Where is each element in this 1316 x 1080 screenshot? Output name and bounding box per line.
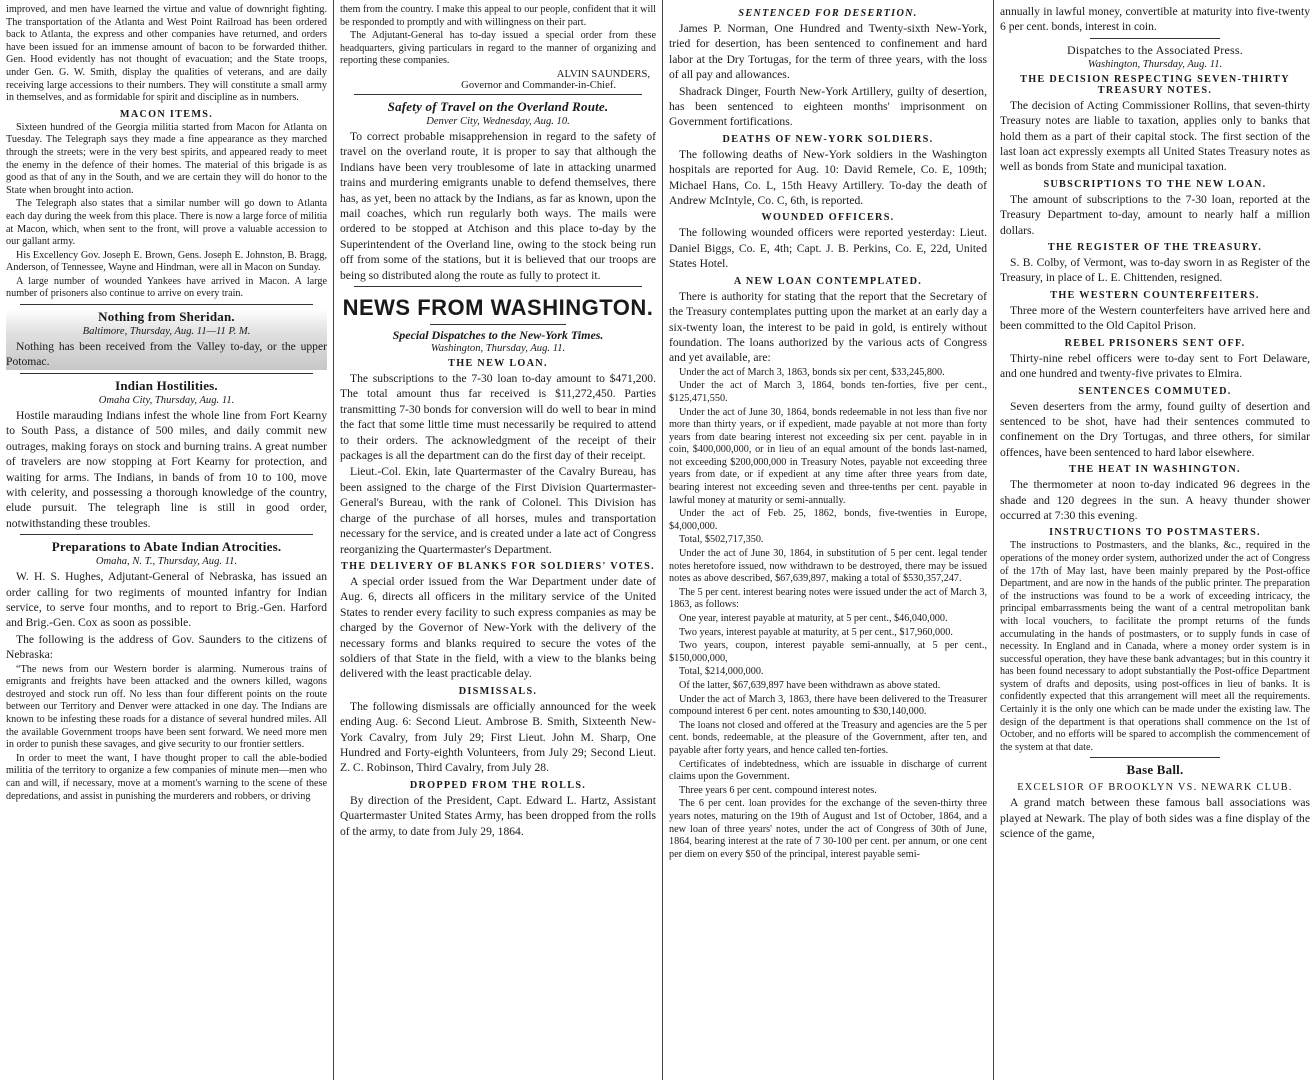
- dropped-body: By direction of the President, Capt. Edward L. Hartz, Assistant Quartermaster United States Army, has been dropped from the rolls of the army, to date from July 29, 1864.: [340, 793, 656, 838]
- register-body: S. B. Colby, of Vermont, was to-day sworn in as Register of the Treasury, in place of L. E. Chittenden, resigned.: [1000, 256, 1310, 285]
- desertion-subhead: SENTENCED FOR DESERTION.: [738, 8, 918, 19]
- macon-paragraph-3: His Excellency Gov. Joseph E. Brown, Gens. Joseph E. Johnston, B. Bragg, Anderson, of Tennessee, Wayne and Hindman, were all in Macon on Sunday.: [6, 249, 327, 274]
- signature-title: Governor and Commander-in-Chief.: [461, 79, 616, 91]
- delivery-of-blanks-subhead: THE DELIVERY OF BLANKS FOR SOLDIERS' VOTES.: [341, 560, 655, 572]
- subscriptions-subhead: SUBSCRIPTIONS TO THE NEW LOAN.: [1043, 178, 1267, 190]
- seven-thirty-body: The decision of Acting Commissioner Rollins, that seven-thirty Treasury notes are liable to taxation, applies only to banks that hold them as a part of their capital stock. The first section of the last loan act expressly exempts all United States Treasury notes as well as bonds from State and municipal taxation.: [1000, 98, 1310, 174]
- register-subhead: THE REGISTER OF THE TREASURY.: [1047, 242, 1263, 254]
- sentences-commuted-body: Seven deserters from the army, found guilty of desertion and sentenced to be shot, have had their sentences commuted to confinement on the Dry Tortugas, and three others, for similar offences, have been sentenced to hard labor elsewhere.: [1000, 399, 1310, 459]
- indian-atrocities-dateline: Omaha, N. T., Thursday, Aug. 11.: [95, 556, 238, 568]
- loan-paragraph-16: Certificates of indebtedness, which are issuable in discharge of current claims upon the Government.: [669, 758, 987, 783]
- column-2: [333, 0, 662, 1080]
- macon-items-subhead: MACON ITEMS.: [119, 108, 214, 120]
- loan-paragraph-12: Total, $214,000,000.: [679, 666, 764, 678]
- loan-paragraph-10: Two years, interest payable at maturity, at 5 per cent., $17,960,000.: [679, 626, 953, 638]
- heat-subhead: THE HEAT IN WASHINGTON.: [1069, 464, 1241, 476]
- indian-hostilities-dateline: Omaha City, Thursday, Aug. 11.: [98, 394, 235, 406]
- ekin-paragraph: Lieut.-Col. Ekin, late Quartermaster of the Cavalry Bureau, has been assigned to the charge of the First Division Quartermaster-General's Bureau, with the rank of Colonel. This Division has charge of the purchase of all horses, mules and transportation necessary for the service, and is created under a late act of Congress reorganizing the Quartermaster's Department.: [340, 465, 656, 556]
- loan-paragraph-9: One year, interest payable at maturity, at 5 per cent., $46,040,000.: [679, 613, 948, 624]
- deaths-subhead: DEATHS OF NEW-YORK SOLDIERS.: [722, 133, 934, 145]
- washington-dateline: Washington, Thursday, Aug. 11.: [430, 343, 566, 355]
- loan-paragraph-4: Under the act of June 30, 1864, bonds redeemable in not less than five nor more than thirty years, or if expedient, made payable at not more than forty years from date bearing interest not exceeding six per cent. payable in in coin, $400,000,000, or in lieu of an equal amount of the bonds last-named, not exceeding $200,000,000 in Treasury Notes, payable not exceeding three years from date, or if expedient at any time after three years from date, bearing interest not exceeding seven and three-tenths per cent. payable in lawful money at maturity or semi-annually.: [669, 406, 987, 506]
- column-4: [993, 0, 1316, 1080]
- atrocities-paragraph-2: The following is the address of Gov. Saunders to the citizens of Nebraska:: [6, 632, 327, 662]
- loan-paragraph-2: Under the act of March 3, 1863, bonds six per cent, $33,245,800.: [679, 366, 945, 378]
- column-1: [0, 0, 333, 1080]
- loan-paragraph-7: Under the act of June 30, 1864, in substitution of 5 per cent. legal tender notes heretofore issued, now withdrawn to be destroyed, there may be issued notes as above described, $67,639,897, making a total of $530,357,247.: [669, 548, 987, 585]
- new-loan-body: The subscriptions to the 7-30 loan to-day amount to $471,200. The total amount thus far received is $11,272,450. Parties transmitting 7-30 bonds for conversion will do well to bear in mind the fact that some little time must necessarily be required to attend to their orders. The acknowledgment of the receipt of their packages is all the department can do the first day of their receipt.: [340, 372, 656, 463]
- sentences-commuted-subhead: SENTENCES COMMUTED.: [1078, 385, 1232, 397]
- macon-items-body: [6, 122, 327, 301]
- postmasters-body: The instructions to Postmasters, and the blanks, &c., required in the operations of the money order system, authorized under the act of Congress of the 17th of May last, have been mainly prepared by the Post-office Department, and are now in the hands of the public printer. The preparation of the instructions was found to be a work of exceeding intricacy, the principal embarrassments being the want of a central metropolitan bank with local vouchers, to facilitate the prompt returns of the funds accumulating in the hands of postmasters, or to supply funds in case of necessity. In England and in Canada, where a money order system is in successful operation, they have these bank advantages; but in this country it has been found necessary to adopt substantially the Post-office Department system of drafts and deposits, using post-offices in lieu of banks. It is confidently expected that this arrangement will meet all the requirements. Certainly it is the only one which can be made under the existing law. The design of the department is that operations shall commence on the 1st of October, and no efforts will be spared to accomplish the commencement of the system at that date.: [1000, 540, 1310, 753]
- divider: [20, 534, 313, 535]
- loan-paragraph-18: The 6 per cent. loan provides for the exchange of the seven-thirty three years notes, maturing on the 19th of August and 1st of October, 1864, and a new loan of three years' notes, under the act of Congress of 30th of June, 1864, bearing interest at the rate of 7 30-100 per cent. per annum, or one cent per diem on every $50 of the principal, interest payable semi-: [669, 798, 987, 860]
- loan-paragraph-11: Two years, coupon, interest payable semi-annually, at 5 per cent., $150,000,000,: [669, 640, 987, 664]
- divider: [20, 304, 313, 305]
- macon-paragraph-1: Sixteen hundred of the Georgia militia started from Macon for Atlanta on Tuesday. The Telegraph says they made a fine appearance as they marched through the streets; were in the very best spirits, and appeared ready to meet the enemy in the defence of their homes. The material of this brigade is as good as that of any in the South, and we are certain they will do honor to the State when brought into action.: [6, 121, 327, 196]
- loan-paragraph-5: Under the act of Feb. 25, 1862, bonds, five-twenties in Europe, $4,000,000.: [669, 508, 987, 532]
- loan-continuation: annually in lawful money, convertible at maturity into five-twenty 6 per cent. bonds, interest in coin.: [1000, 5, 1310, 34]
- rebel-prisoners-subhead: REBEL PRISONERS SENT OFF.: [1064, 337, 1246, 349]
- new-loan-subhead: THE NEW LOAN.: [448, 358, 548, 370]
- opening-paragraph: improved, and men have learned the virtue and value of downright fighting. The transportation of the Atlanta and West Point Railroad has been ordered back to Atlanta, the express and other companies have returned, and orders have been issued for an immense amount of bacon to be forwarded thither. Gen. Hood evidently has not thought of evacuation; and the State troops, under Gen. G. W. Smith, display the qualities of veterans, and are daily receiving large accessions to their numbers. They will constitute a small army in themselves, and as formidable for spirit and discipline as in numbers.: [6, 4, 327, 104]
- desertion-paragraph-2: Shadrack Dinger, Fourth New-York Artillery, guilty of desertion, has been sentenced to eighteen months' imprisonment on Government fortifications.: [669, 84, 987, 129]
- subscriptions-body: The amount of subscriptions to the 7-30 loan, reported at the Treasury Department to-day, amount to nearly half a million dollars.: [1000, 192, 1310, 237]
- loan-paragraph-1: There is authority for stating that the report that the Secretary of the Treasury contemplates putting upon the market at an early day a six-twenty loan, the interest to be paid in gold, is entirely without foundation. The loans authorized by the various acts of Congress and yet available, are:: [669, 289, 987, 365]
- overland-route-body: To correct probable misapprehension in regard to the safety of travel on the overland route, it is proper to say that although the Indians have been very troublesome of late in attacking unarmed trains and murdering emigrants unable to defend themselves, there has, as yet, been no attack by the Indians, as far as known, upon the mail coaches, which run regularly both ways. The mails were ordered to be stopped at Atchison and this place to-day by the Superintendent of the Overland line, owing to the stock being run off from some of the stations, but it is believed that our troops are being so distributed along the route as fully to protect it.: [340, 129, 656, 282]
- signature-name: ALVIN SAUNDERS,: [556, 68, 650, 80]
- dropped-subhead: DROPPED FROM THE ROLLS.: [409, 779, 587, 791]
- counterfeiters-body: Three more of the Western counterfeiters have arrived here and been committed to the Old Capitol Prison.: [1000, 303, 1310, 333]
- special-dispatches-line: Special Dispatches to the New-York Times.: [392, 328, 604, 343]
- base-ball-body: A grand match between these famous ball associations was played at Newark. The play of both sides was a fine display of the science of the game,: [1000, 796, 1310, 841]
- adjutant-order-paragraph: The Adjutant-General has to-day issued a special order from these headquarters, giving particulars in regard to the manner of organizing and reporting these companies.: [340, 30, 656, 67]
- sheridan-body: Nothing has been received from the Valley to-day, or the upper Potomac.: [6, 340, 327, 369]
- divider: [430, 324, 566, 325]
- divider: [1090, 38, 1220, 39]
- counterfeiters-subhead: THE WESTERN COUNTERFEITERS.: [1050, 289, 1260, 301]
- sheridan-article: [6, 309, 327, 370]
- overland-route-dateline: Denver City, Wednesday, Aug. 10.: [426, 115, 570, 127]
- dismissals-body: The following dismissals are officially announced for the week ending Aug. 6: Second Lieut. Ambrose B. Smith, Sixteenth New-York Cavalry, from July 29; First Lieut. John M. Sharp, One Hundred and Forty-eighth Volunteers, from July 29; Second Lieut. Z. C. Robinson, Third Cavalry, from July 28.: [340, 699, 656, 775]
- divider: [1090, 757, 1220, 758]
- loan-paragraph-15: The loans not closed and offered at the Treasury and agencies are the 5 per cent. bonds, redeemable, at the pleasure of the Government, after ten, and payable after forty years, and hence called ten-forties.: [669, 719, 987, 756]
- base-ball-subhead: EXCELSIOR OF BROOKLYN VS. NEWARK CLUB.: [1017, 782, 1293, 794]
- sheridan-headline: Nothing from Sheridan.: [98, 309, 235, 325]
- desertion-paragraph-1: James P. Norman, One Hundred and Twenty-sixth New-York, tried for desertion, has been sentenced to confinement and hard labor at the Dry Tortugas, for the term of three years, with the loss of all pay and allowances.: [669, 22, 987, 82]
- sheridan-dateline: Baltimore, Thursday, Aug. 11—11 P. M.: [82, 326, 251, 338]
- base-ball-headline: Base Ball.: [1126, 762, 1184, 778]
- associated-press-dateline: Washington, Thursday, Aug. 11.: [1087, 58, 1223, 70]
- divider: [354, 94, 642, 95]
- loan-contemplated-subhead: A NEW LOAN CONTEMPLATED.: [733, 275, 923, 287]
- loan-paragraph-14: Under the act of March 3, 1863, there have been delivered to the Treasurer compound interest 6 per cent. notes amounting to $30,140,000.: [669, 693, 987, 718]
- atrocities-paragraph-3: “The news from our Western border is alarming. Numerous trains of emigrants and freights have been attacked and the owners killed, wagons destroyed and stock run off. No less than four different points on the route between our Territory and Denver were attacked in one day. The Indians are known to be infesting these roads for a distance of several hundred miles. All the available Government troops have been sent forward. We need more men in order to punish these savages, and give security to our frontier settlers.: [6, 663, 327, 751]
- deaths-body: The following deaths of New-York soldiers in the Washington hospitals are reported for Aug. 10: David Remele, Co. E, 109th; Michael Hans, Co. L, 15th Heavy Artillery. To-day the death of Andrew McIntyle, Co. C, 6th, is reported.: [669, 147, 987, 208]
- indian-hostilities-headline: Indian Hostilities.: [115, 377, 218, 393]
- loan-paragraph-13: Of the latter, $67,639,897 have been withdrawn as above stated.: [679, 679, 941, 691]
- divider: [354, 286, 642, 287]
- saunders-continuation: them from the country. I make this appeal to our people, confident that it will be responded to promptly and with willingness on their part.: [340, 4, 656, 28]
- delivery-of-blanks-body: A special order issued from the War Department under date of Aug. 6, directs all officers in the military service of the United States to render every facility to such express companies as may be charged by the Governor of New-York with the delivery of the necessary forms and blanks required to secure the votes of the soldiers of that State in the field, with a view to the blanks being delivered with the least practicable delay.: [340, 574, 656, 681]
- divider: [20, 373, 313, 374]
- loan-paragraph-6: Total, $502,717,350.: [679, 534, 764, 546]
- indian-atrocities-headline: Preparations to Abate Indian Atrocities.: [51, 539, 282, 555]
- wounded-subhead: WOUNDED OFFICERS.: [761, 212, 895, 224]
- loan-paragraph-8: The 5 per cent. interest bearing notes were issued under the act of March 3, 1863, as follows:: [669, 586, 987, 611]
- overland-route-headline: Safety of Travel on the Overland Route.: [387, 98, 609, 114]
- loan-paragraph-3: Under the act of March 3, 1864, bonds ten-forties, five per cent., $125,471,550.: [669, 380, 987, 404]
- news-from-washington-banner: NEWS FROM WASHINGTON.: [342, 295, 654, 321]
- rebel-prisoners-body: Thirty-nine rebel officers were to-day sent to Fort Delaware, and one hundred and twenty-five privates to Elmira.: [1000, 351, 1310, 381]
- postmasters-subhead: INSTRUCTIONS TO POSTMASTERS.: [1049, 527, 1261, 539]
- indian-hostilities-body: Hostile marauding Indians infest the whole line from Fort Kearny to South Pass, a distance of 500 miles, and daily commit new outrages, making forays on stock and burning trains. A great number of travelers are now stopping at Fort Kearny for protection, and waiting for arms. The Indians, in bands of from 10 to 100, move with celerity, and possessing a thorough knowledge of the country, elude pursuit. The telegraph line is still in good order, notwithstanding these troubles.: [6, 408, 327, 530]
- macon-paragraph-2: The Telegraph also states that a similar number will go down to Atlanta each day during the week from this place. There is now a large force of militia at Macon, which, when sent to the front, will prove a valuable accession to our gallant army.: [6, 198, 327, 248]
- dismissals-subhead: DISMISSALS.: [458, 685, 538, 697]
- wounded-body: The following wounded officers were reported yesterday: Lieut. Daniel Biggs, Co. E, 4th; Capt. J. B. Perkins, Co. E, 22d, United States Hotel.: [669, 226, 987, 271]
- macon-paragraph-4: A large number of wounded Yankees have arrived in Macon. A large number of prisoners also continue to arrive on every train.: [6, 275, 327, 300]
- heat-body: The thermometer at noon to-day indicated 96 degrees in the shade and 120 degrees in the sun. A heavy thunder shower occurred at 7:30 this evening.: [1000, 478, 1310, 522]
- atrocities-paragraph-1: W. H. S. Hughes, Adjutant-General of Nebraska, has issued an order calling for two regiments of mounted infantry for Indian service, to serve four months, and to report to Brig.-Gen. Harford and Brig.-Gen. Cox as soon as possible.: [6, 570, 327, 630]
- atlanta-continuation: [6, 4, 327, 105]
- loan-paragraph-17: Three years 6 per cent. compound interest notes.: [679, 784, 877, 796]
- column-3: [662, 0, 993, 1080]
- atrocities-paragraph-4: In order to meet the want, I have thought proper to call the able-bodied militia of the territory to organize a few companies of minute men—men who can and will, if necessary, move at a moment's warning to the scene of these depredations, and assist in punishing the murderers and robbers, or driving: [6, 752, 327, 802]
- associated-press-heading: Dispatches to the Associated Press.: [1067, 42, 1243, 57]
- seven-thirty-subhead: THE DECISION RESPECTING SEVEN-THIRTY TREASURY NOTES.: [1020, 73, 1290, 96]
